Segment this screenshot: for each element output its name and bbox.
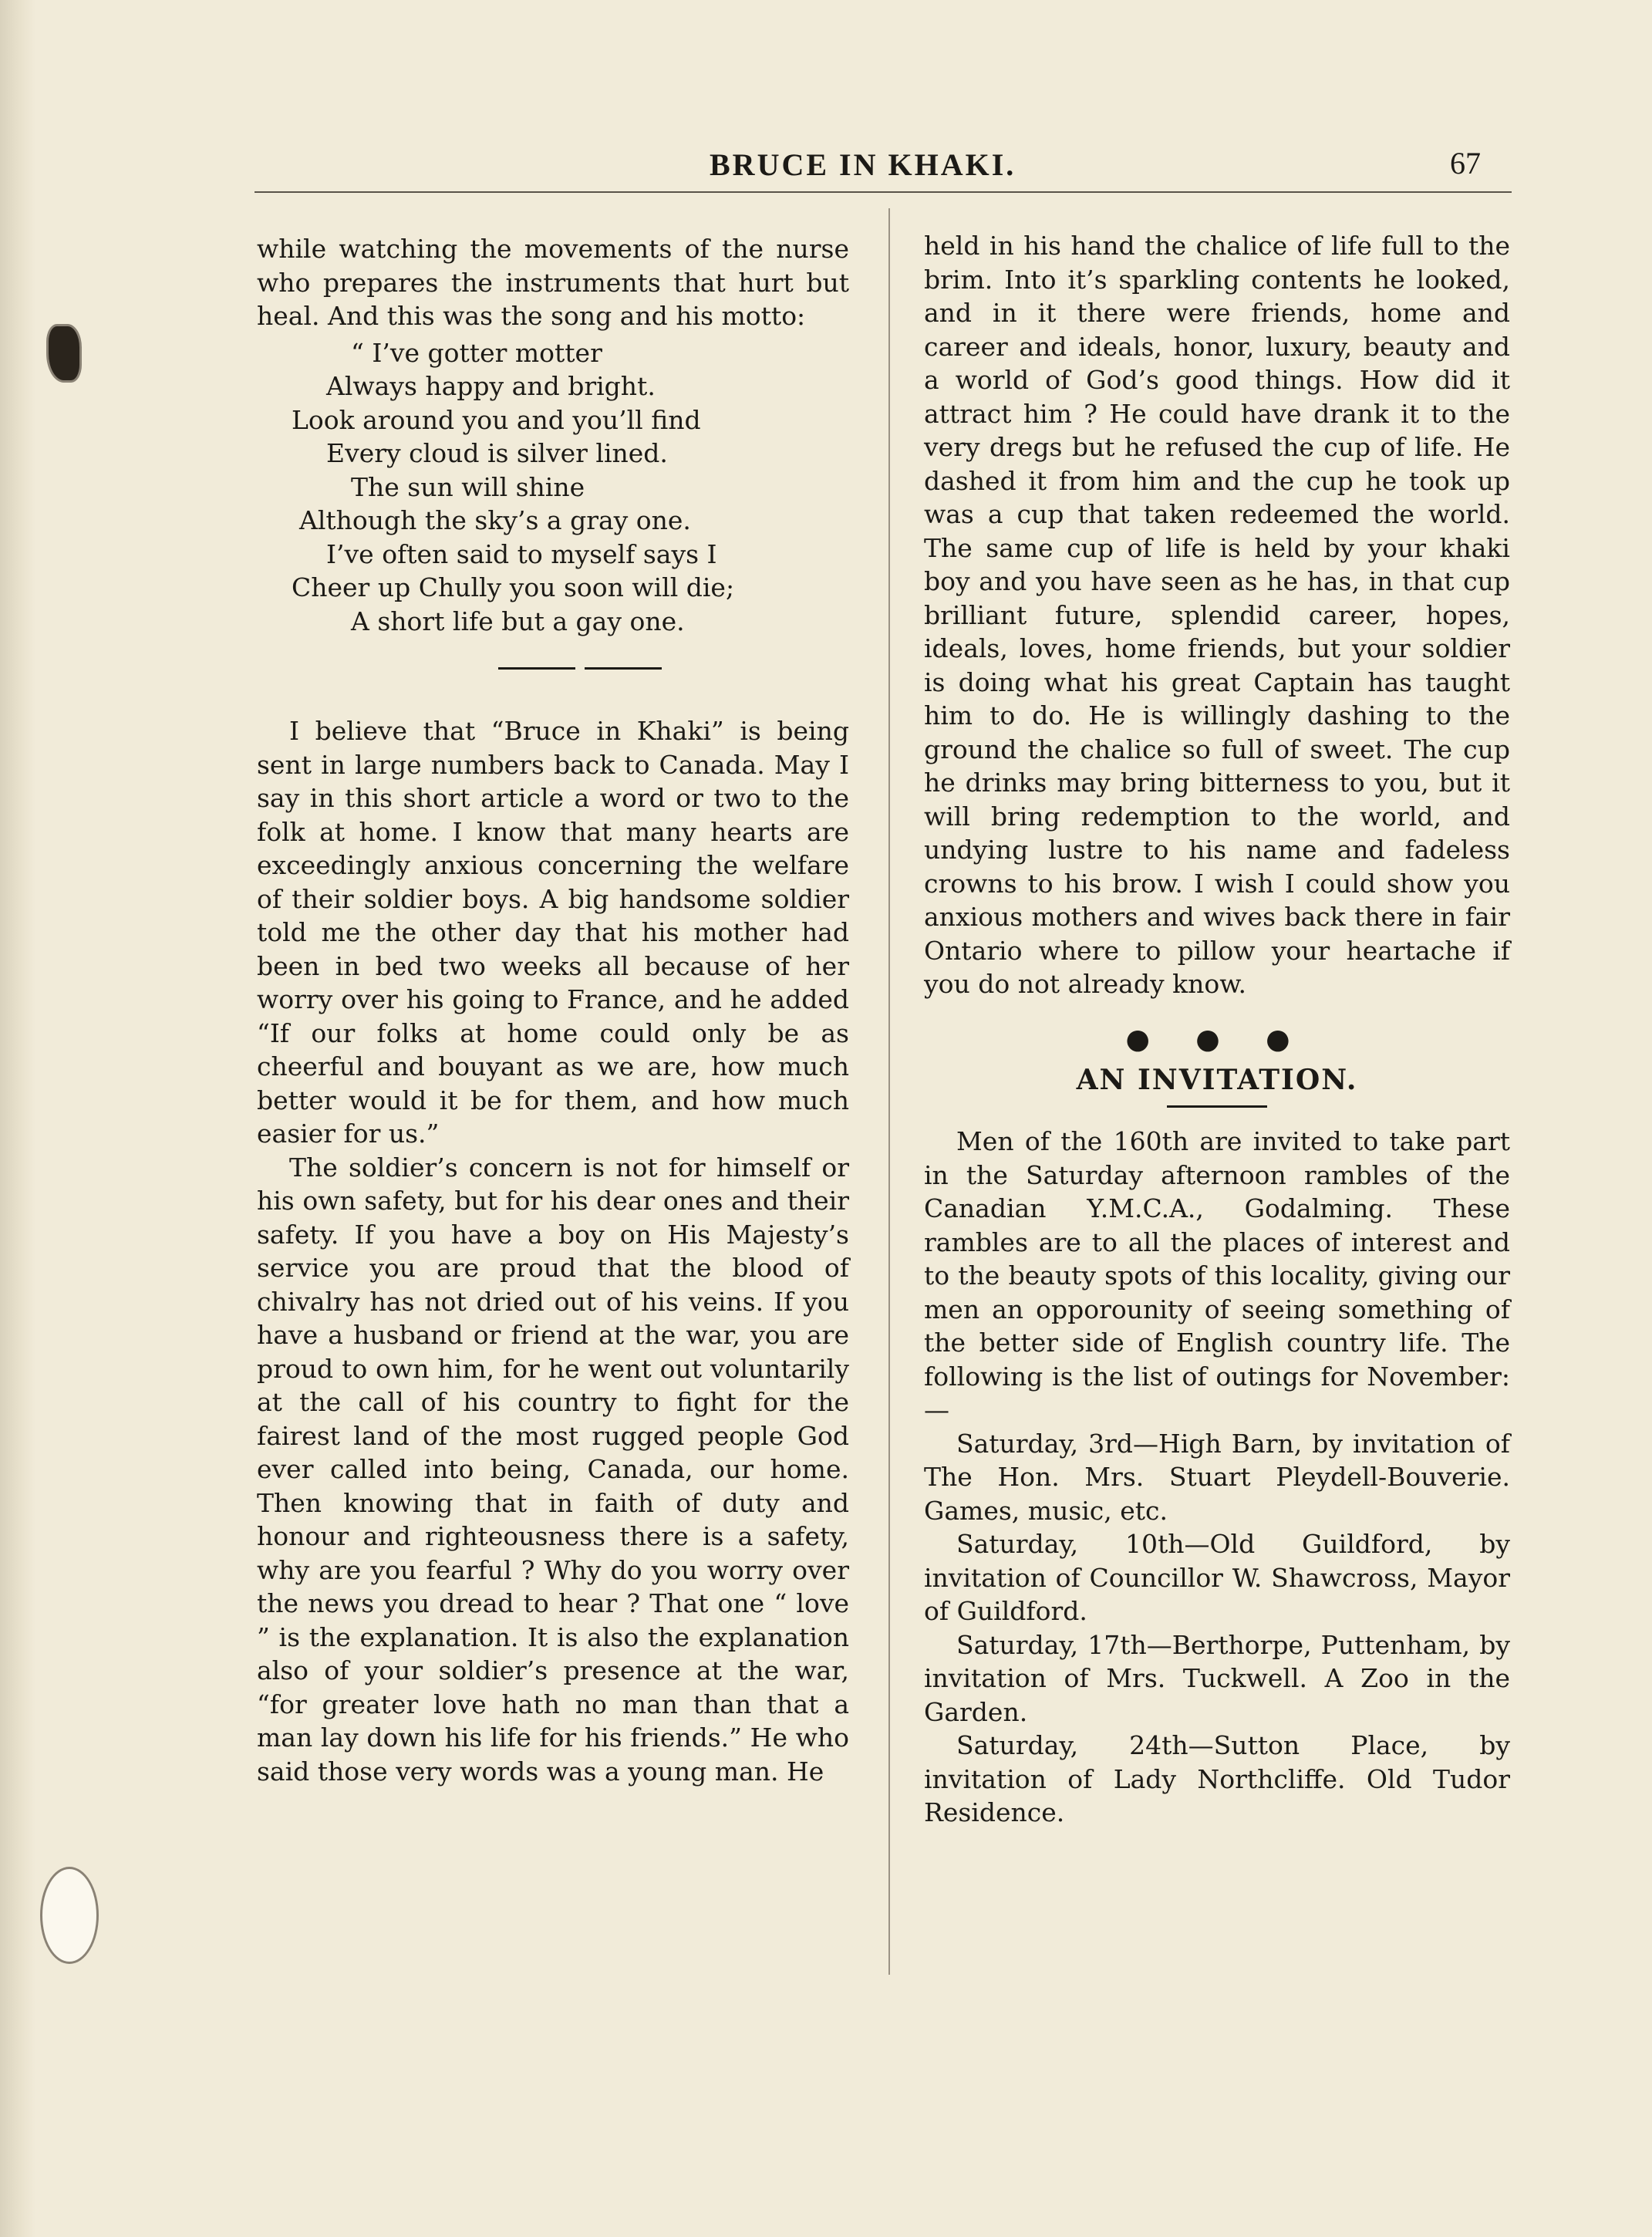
outing-item: Saturday, 10th—Old Guildford, by invitation of Councillor W. Shawcross, Mayor of Guildford. [924,1529,1510,1626]
verse-line: Cheer up Chully you soon will die; [292,572,735,602]
song-verse [257,336,849,639]
page-number: 67 [1450,146,1481,181]
intro-paragraph: while watching the movements of the nurse who prepares the instruments that hurt but heal. And this was the song and his motto: [257,234,849,331]
verse-line: “ I’ve gotter motter [351,337,602,368]
verse-line: The sun will shine [351,471,585,502]
body-paragraph: I believe that “Bruce in Khaki” is being sent in large numbers back to Canada. May I say in this short article a word or two to the folk at home. I know that many hearts are exceedingly anxious concerning the welfare of their soldier boys. A big handsome soldier told me the other day that his mother had been in bed two weeks all because of her worry over his going to France, and he added “If our folks at home could only be as cheerful and bouyant as we are, how much better would it be for them, and how much easier for us.” [257,716,849,1149]
running-title: BRUCE IN KHAKI. [710,147,1016,182]
invitation-paragraph: Men of the 160th are invited to take part in the Saturday afternoon rambles of the Canadian Y.M.C.A., Godalming. These rambles are to all the places of interest and to the beauty spots of this locality, giving our men an opporounity of seeing something of the better side of English country life. The following is the list of outings for November:— [924,1126,1510,1425]
binding-mark [46,324,82,383]
binding-hole [40,1867,99,1964]
verse-line: Every cloud is silver lined. [326,438,668,468]
verse-line: Look around you and you’ll find [292,404,701,435]
left-column [257,232,849,1788]
right-column [924,229,1510,1830]
outing-item: Saturday, 24th—Sutton Place, by invitation of Lady Northcliffe. Old Tudor Residence. [924,1730,1510,1827]
section-separator [311,667,849,670]
running-header [255,140,1512,194]
column-divider [888,208,890,1975]
page-edge [0,0,35,2237]
outing-item: Saturday, 17th—Berthorpe, Puttenham, by invitation of Mrs. Tuckwell. A Zoo in the Garden. [924,1629,1510,1727]
verse-line: A short life but a gay one. [351,606,685,636]
section-heading: AN INVITATION. [1076,1064,1358,1096]
heading-rule [1167,1105,1267,1108]
ornament-icon: ● ● ● [1125,1023,1309,1055]
verse-line: Although the sky’s a gray one. [299,505,691,535]
body-paragraph: The soldier’s concern is not for himself or his own safety, but for his dear ones and their safety. If you have a boy on His Majesty’s service you are proud that the blood of chivalry has not dried out of his veins. If you have a husband or friend at the war, you are proud to own him, for he went out voluntarily at the call of his country to fight for the fairest land of the most rugged people God ever called into being, Canada, our home. Then knowing that in faith of duty and honour and righteousness there is a safety, why are you fearful ? Why do you worry over the news you dread to hear ? That one “ love ” is the explanation. It is also the explanation also of your soldier’s presence at the war, “for greater love hath no man than that a man lay down his life for his friends.” He who said those very words was a young man. He [257,1152,849,1787]
outing-item: Saturday, 3rd—High Barn, by invitation of The Hon. Mrs. Stuart Pleydell-Bouverie. Games, music, etc. [924,1428,1510,1526]
verse-line: I’ve often said to myself says I [326,538,717,569]
verse-line: Always happy and bright. [326,371,656,401]
header-rule [255,191,1512,193]
continued-paragraph: held in his hand the chalice of life full to the brim. Into it’s sparkling contents he looked, and in it there were friends, home and career and ideals, honor, luxury, beauty and a world of God’s good things. How did it attract him ? He could have drank it to the very dregs but he refused the cup of life. He dashed it from him and the cup he took up was a cup that taken redeemed the world. The same cup of life is held by your khaki boy and you have seen as he has, in that cup brilliant future, splendid career, hopes, ideals, loves, home friends, but your soldier is doing what his great Captain has taught him to do. He is willingly dashing to the ground the chalice so full of sweet. The cup he drinks may bring bitterness to you, but it will bring redemption to the world, and undying lustre to his name and fadeless crowns to his brow. I wish I could show you anxious mothers and wives back there in fair Ontario where to pillow your heartache if you do not already know. [924,231,1510,999]
